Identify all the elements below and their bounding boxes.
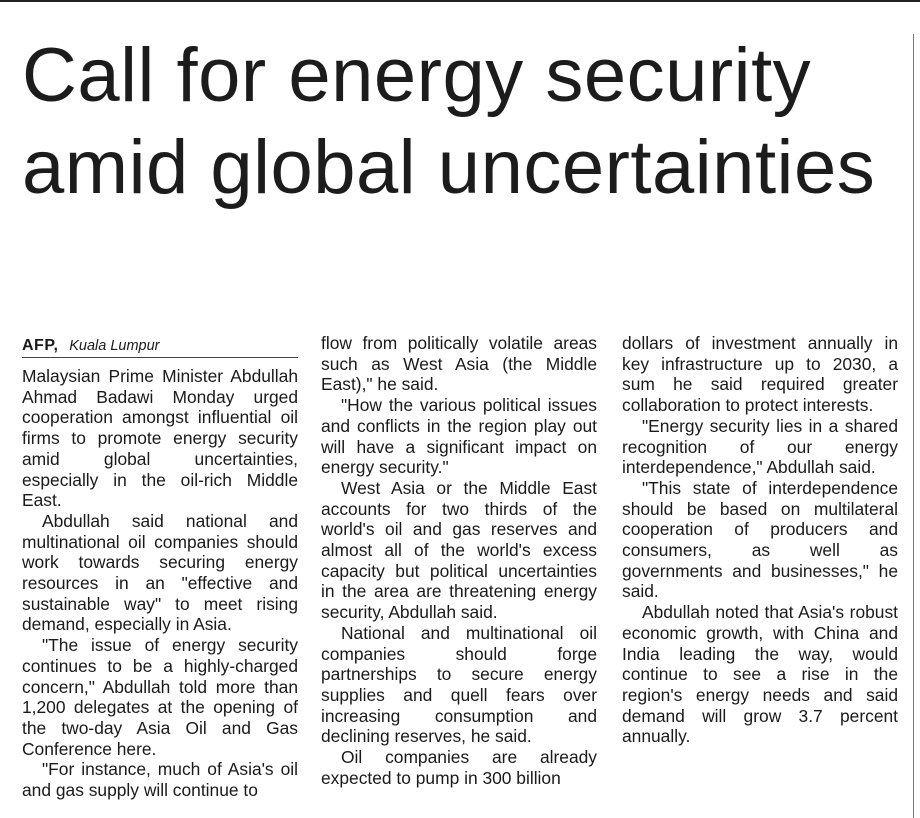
article-paragraph: Oil companies are already expected to pump in 300 billion: [321, 747, 597, 788]
column-3-body: [622, 333, 898, 747]
article-paragraph: Abdullah noted that Asia's robust economic growth, with China and India leading the way, would continue to see a rise in the region's energy needs and said demand will grow 3.7 percent annually.: [622, 602, 898, 747]
article-paragraph: flow from politically volatile areas such as West Asia (the Middle East)," he said.: [321, 333, 597, 395]
article-column-1: [22, 333, 298, 801]
article-paragraph: "Energy security lies in a shared recognition of our energy interdependence," Abdullah said.: [622, 415, 898, 478]
top-rule: [0, 0, 920, 2]
column-2-body: [321, 333, 597, 788]
article-paragraph: "The issue of energy security continues to be a highly-charged concern," Abdullah told more than 1,200 delegates at the opening of the two-day Asia Oil and Gas Conference here.: [22, 635, 298, 759]
article-paragraph: "How the various political issues and conflicts in the region play out will have a significant impact on energy security.": [321, 395, 597, 478]
byline: AFP, Kuala Lumpur: [22, 333, 298, 358]
article-paragraph: "For instance, much of Asia's oil and gas supply will continue to: [22, 759, 298, 801]
article-paragraph: Abdullah said national and multinational oil companies should work towards securing energy resources in an "effective and sustainable way" to meet rising demand, especially in Asia.: [22, 510, 298, 635]
byline-dateline: Kuala Lumpur: [69, 338, 160, 354]
article-paragraph: West Asia or the Middle East accounts for two thirds of the world's oil and gas reserves and almost all of the world's excess capacity but political uncertainties in the area are threatening energy security, Abdullah said.: [321, 477, 597, 623]
article-column-2: [321, 333, 597, 788]
article-paragraph: National and multinational oil companies should forge partnerships to secure energy supplies and quell fears over increasing consumption and declining reserves, he said.: [321, 622, 597, 747]
article-paragraph: "This state of interdependence should be based on multilateral cooperation of producers and consumers, as well as governments and businesses," he said.: [622, 477, 898, 602]
byline-agency: AFP: [22, 337, 54, 354]
article-paragraph: dollars of investment annually in key infrastructure up to 2030, a sum he said required greater collaboration to protect interests.: [622, 333, 898, 416]
article-paragraph: Malaysian Prime Minister Abdullah Ahmad Badawi Monday urged cooperation amongst influential oil firms to promote energy security amid global uncertainties, especially in the oil-rich Middle East.: [22, 366, 298, 511]
right-column-rule: [913, 34, 914, 818]
column-1-body: [22, 366, 298, 801]
article-column-3: [622, 333, 898, 747]
headline: Call for energy security amid global uncertainties: [22, 33, 876, 210]
